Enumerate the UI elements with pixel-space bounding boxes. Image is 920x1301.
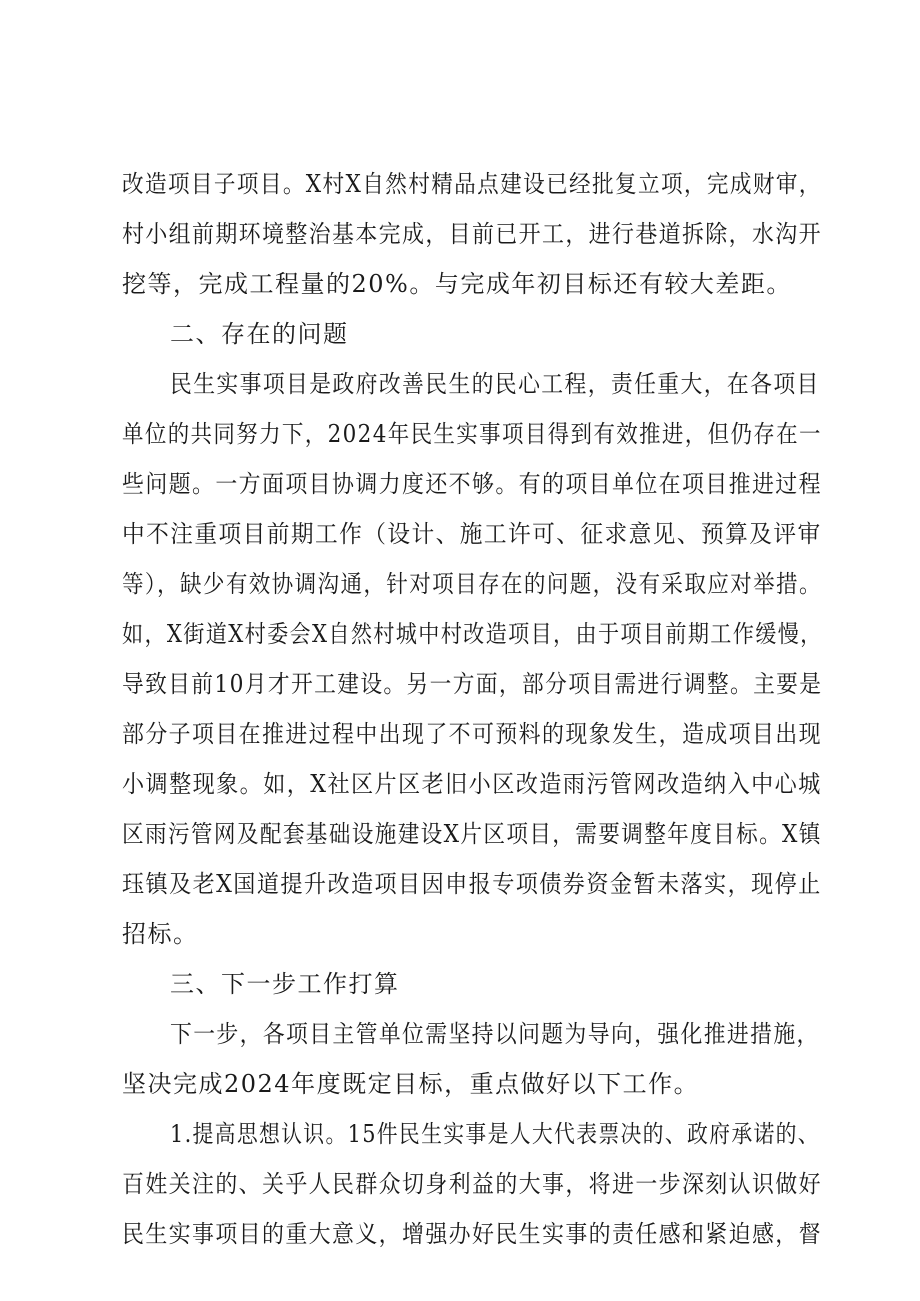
text-line: 导致目前10月才开工建设。另一方面，部分项目需进行调整。主要是 <box>122 670 823 698</box>
text-line: 区雨污管网及配套基础设施建设X片区项目，需要调整年度目标。X镇 <box>122 820 822 848</box>
text-line: 等），缺少有效协调沟通，针对项目存在的问题，没有采取应对举措。 <box>122 570 822 598</box>
text-line: 改造项目子项目。X村X自然村精品点建设已经批复立项，完成财审， <box>122 170 822 198</box>
text-line: 下一步，各项目主管单位需坚持以问题为导向，强化推进措施， <box>170 1020 820 1048</box>
text-line: 百姓关注的、关乎人民群众切身利益的大事，将进一步深刻认识做好 <box>122 1170 822 1198</box>
text-line: 1.提高思想认识。15件民生实事是人大代表票决的、政府承诺的、 <box>170 1120 820 1148</box>
text-line: 部分子项目在推进过程中出现了不可预料的现象发生，造成项目出现 <box>122 720 822 748</box>
text-line: 招标。 <box>122 920 199 948</box>
text-line: 珏镇及老X国道提升改造项目因申报专项债券资金暂未落实，现停止 <box>122 870 822 898</box>
text-line: 挖等，完成工程量的20%。与完成年初目标还有较大差距。 <box>122 270 792 298</box>
section-heading: 二、存在的问题 <box>170 320 349 348</box>
text-line: 坚决完成2024年度既定目标，重点做好以下工作。 <box>122 1070 700 1098</box>
section-heading: 三、下一步工作打算 <box>170 970 400 998</box>
text-line: 些问题。一方面项目协调力度还不够。有的项目单位在项目推进过程 <box>122 470 822 498</box>
text-line: 小调整现象。如，X社区片区老旧小区改造雨污管网改造纳入中心城 <box>122 770 822 798</box>
text-line: 如，X街道X村委会X自然村城中村改造项目，由于项目前期工作缓慢， <box>122 620 823 648</box>
text-line: 中不注重项目前期工作（设计、施工许可、征求意见、预算及评审 <box>122 520 822 548</box>
text-line: 民生实事项目的重大意义，增强办好民生实事的责任感和紧迫感，督 <box>122 1220 822 1248</box>
text-line: 村小组前期环境整治基本完成，目前已开工，进行巷道拆除，水沟开 <box>122 220 822 248</box>
text-line: 单位的共同努力下，2024年民生实事项目得到有效推进，但仍存在一 <box>122 420 822 448</box>
text-line: 民生实事项目是政府改善民生的民心工程，责任重大，在各项目 <box>170 370 820 398</box>
